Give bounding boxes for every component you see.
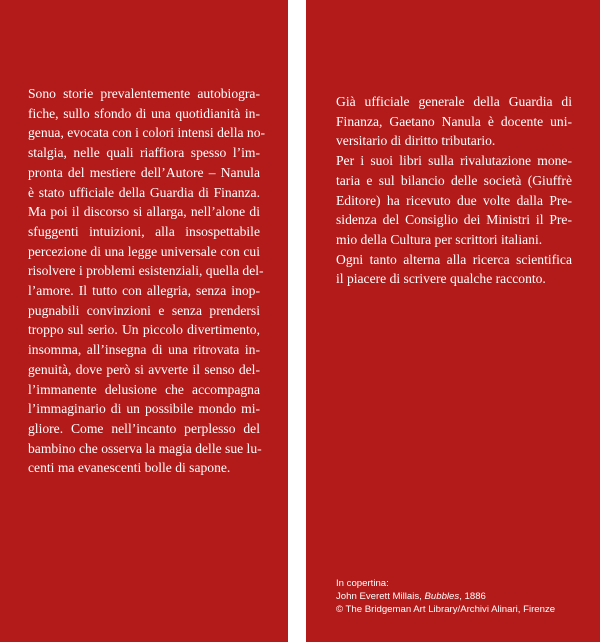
synopsis-line: Ma poi il discorso si allarga, nell’alone di [28, 204, 260, 220]
synopsis-text [28, 84, 266, 478]
synopsis-line: pronta del mestiere dell’Autore – Nanula [28, 164, 260, 180]
credits-year: , 1886 [459, 590, 486, 602]
credits-artwork [336, 591, 555, 604]
synopsis-line: risolvere i problemi esistenziali, quella del- [28, 263, 264, 279]
synopsis-line: fiche, sullo sfondo di una quotidianità in- [28, 105, 260, 121]
bio-line: Editore) ha ricevuto due volte dalla Pre- [336, 192, 572, 208]
credits-artwork-title: Bubbles [424, 590, 460, 602]
synopsis-line: gliore. Come nell’incanto perplesso del [28, 420, 260, 436]
bio-line: Già ufficiale generale della Guardia di [336, 94, 572, 109]
left-flap-panel [0, 0, 288, 642]
bio-line: sidenza del Consiglio dei Ministri il Pre- [336, 212, 572, 228]
bio-line: taria e sul bilancio delle società (Giuffrè [336, 172, 572, 188]
author-bio-text [336, 92, 572, 289]
bio-line: il piacere di scrivere qualche racconto. [336, 271, 546, 287]
bio-line: Ogni tanto alterna alla ricerca scientifica [336, 251, 572, 267]
credits-label: In copertina: [336, 578, 389, 589]
synopsis-line: pugnabili convinzioni e senza prendersi [28, 302, 260, 318]
credits-artist: John Everett Millais, [336, 590, 425, 602]
synopsis-line: centi ma evanescenti bolle di sapone. [28, 460, 231, 476]
credits-copyright: © The Bridgeman Art Library/Archivi Alinari, Firenze [336, 603, 556, 615]
bio-line: versitario di diritto tributario. [336, 133, 496, 149]
synopsis-line: l’amore. Il tutto con allegria, senza inop- [28, 283, 260, 299]
synopsis-line: percezione di una legge universale con cui [28, 243, 260, 259]
synopsis-line: l’immaginario di un possibile mondo mi- [28, 401, 260, 417]
bio-line: Finanza, Gaetano Nanula è docente uni- [336, 113, 572, 129]
cover-credits [336, 578, 555, 616]
synopsis-line: Sono storie prevalentemente autobiogra- [28, 86, 260, 101]
synopsis-line: è stato ufficiale della Guardia di Finanza. [28, 184, 260, 200]
bio-line: mio della Cultura per scrittori italiani. [336, 231, 543, 247]
synopsis-line: insomma, all’insegna di una ritrovata in- [28, 342, 260, 358]
synopsis-line: bambino che osserva la magia delle sue lu- [28, 440, 262, 456]
synopsis-line: genua, evocata con i colori intensi della no- [28, 125, 266, 141]
bio-line: Per i suoi libri sulla rivalutazione mone- [336, 153, 572, 169]
synopsis-line: l’immanente delusione che accompagna [28, 381, 260, 397]
synopsis-line: stalgia, nelle quali riaffiora spesso l’im- [28, 145, 260, 161]
synopsis-line: genuità, dove però si avverte il senso del- [28, 361, 260, 377]
synopsis-line: troppo sul serio. Un piccolo divertimento, [28, 322, 260, 338]
synopsis-line: sfuggenti intuizioni, alla insospettabile [28, 223, 260, 239]
right-flap-panel [306, 0, 600, 642]
